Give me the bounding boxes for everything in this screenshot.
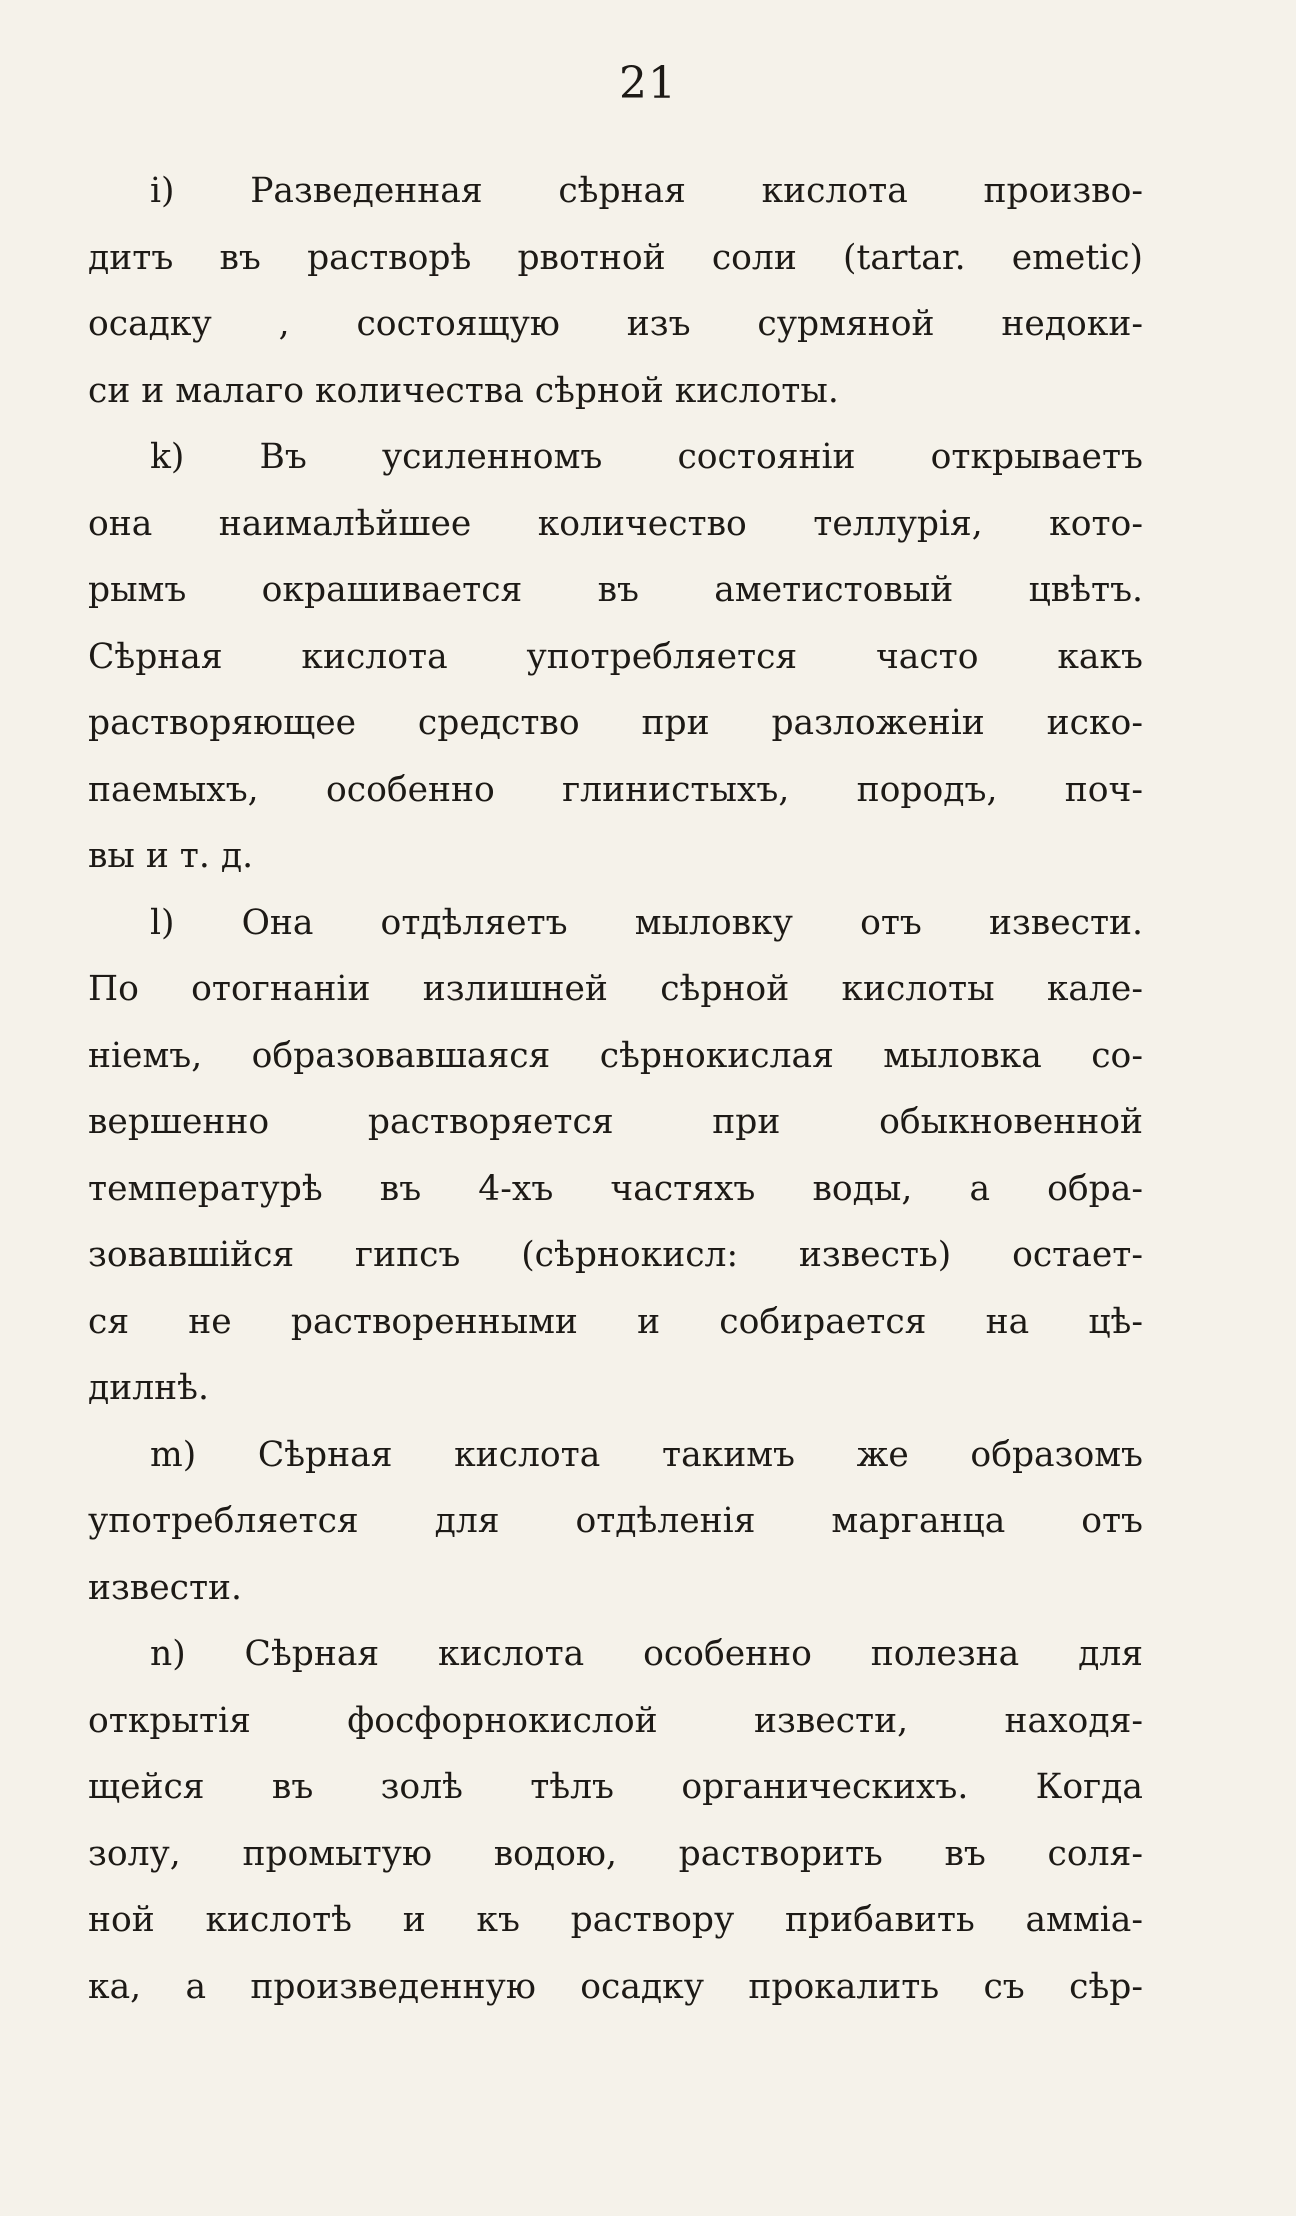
paragraph-label: k) xyxy=(150,437,185,477)
text-line: По отогнаніи излишней сѣрной кислоты кале- xyxy=(88,969,1143,1009)
text-line: вы и т. д. xyxy=(88,836,254,876)
text-line: она наималѣйшее количество теллурія, кото- xyxy=(88,503,1143,544)
body-text xyxy=(88,158,1143,2020)
text-line: k) Въ усиленномъ состояніи открываетъ xyxy=(150,437,1143,477)
text-line: извести. xyxy=(88,1567,243,1608)
text-line: ной кислотѣ и къ раствору прибавить амміа- xyxy=(88,1900,1143,1940)
text-line: дитъ въ растворѣ рвотной соли (tartar. emetic) xyxy=(88,237,1143,278)
text-line: осадку , состоящую изъ сурмяной недоки- xyxy=(88,304,1143,344)
text-line: l) Она отдѣляетъ мыловку отъ извести. xyxy=(150,902,1144,943)
paragraph-k xyxy=(88,424,1143,890)
text-line: зовавшійся гипсъ (сѣрнокисл: известь) остает- xyxy=(88,1235,1143,1275)
paragraph-label: l) xyxy=(150,902,175,943)
text-line: i) Разведенная сѣрная кислота произво- xyxy=(150,171,1143,211)
text-line: употребляется для отдѣленія марганца отъ xyxy=(88,1501,1143,1541)
paragraph-label: i) xyxy=(150,171,175,211)
text-line: m) Сѣрная кислота такимъ же образомъ xyxy=(150,1434,1144,1475)
paragraph-label: m) xyxy=(150,1434,197,1475)
text-line: Сѣрная кислота употребляется часто какъ xyxy=(88,636,1143,677)
paragraph-m xyxy=(88,1422,1143,1622)
text-line: щейся въ золѣ тѣлъ органическихъ. Когда xyxy=(88,1767,1143,1807)
text-line: вершенно растворяется при обыкновенной xyxy=(88,1102,1143,1142)
text-line: рымъ окрашивается въ аметистовый цвѣтъ. xyxy=(88,570,1143,610)
paragraph-i xyxy=(88,158,1143,424)
page-number: 21 xyxy=(619,58,677,109)
text-line: дилнѣ. xyxy=(88,1368,209,1408)
paragraph-n xyxy=(88,1621,1143,2020)
text-line: ка, а произведенную осадку прокалить съ сѣр- xyxy=(88,1966,1143,2007)
text-line: n) Сѣрная кислота особенно полезна для xyxy=(150,1634,1143,1674)
text-line: температурѣ въ 4-хъ частяхъ воды, а обра- xyxy=(88,1168,1143,1209)
paragraph-l xyxy=(88,890,1143,1422)
text-line: открытія фосфорнокислой извести, находя- xyxy=(88,1700,1143,1741)
text-line: паемыхъ, особенно глинистыхъ, породъ, поч- xyxy=(88,769,1143,810)
text-line: ніемъ, образовавшаяся сѣрнокислая мыловка со- xyxy=(88,1035,1143,1076)
text-line: ся не растворенными и собирается на цѣ- xyxy=(88,1301,1143,1342)
paragraph-label: n) xyxy=(150,1634,186,1674)
text-line: растворяющее средство при разложеніи иско- xyxy=(88,703,1143,743)
text-line: золу, промытую водою, растворить въ соля- xyxy=(88,1833,1143,1874)
text-line: си и малаго количества сѣрной кислоты. xyxy=(88,370,839,411)
